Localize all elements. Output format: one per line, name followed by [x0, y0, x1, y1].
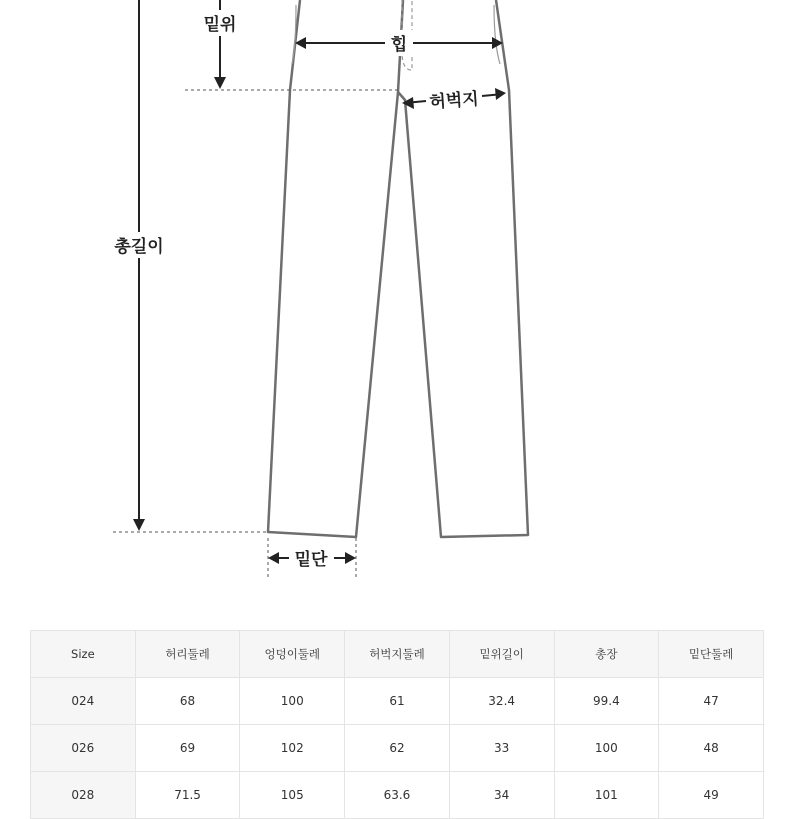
rise-label: 밑위 [203, 15, 237, 35]
header-total-length: 총장 [554, 631, 659, 678]
table-row [31, 725, 764, 772]
size-cell: 028 [31, 772, 136, 819]
size-table-header [31, 631, 764, 678]
hem-arrow-head-right [345, 552, 356, 564]
left-leg-outline [268, 0, 403, 537]
table-cell: 63.6 [345, 772, 450, 819]
table-cell: 69 [135, 725, 240, 772]
header-size: Size [31, 631, 136, 678]
size-table [30, 630, 764, 819]
hem-label: 밑단 [294, 550, 328, 570]
table-cell: 68 [135, 678, 240, 725]
table-cell: 48 [659, 725, 764, 772]
header-rise: 밑위길이 [449, 631, 554, 678]
label-backgrounds [115, 10, 413, 258]
table-cell: 100 [240, 678, 345, 725]
thigh-arrow-head-right [495, 88, 506, 100]
table-cell: 102 [240, 725, 345, 772]
header-hip: 엉덩이둘레 [240, 631, 345, 678]
header-row [31, 631, 764, 678]
table-cell: 47 [659, 678, 764, 725]
table-cell: 49 [659, 772, 764, 819]
right-leg-outline [398, 0, 528, 537]
dimension-arrows [133, 0, 506, 564]
size-cell: 024 [31, 678, 136, 725]
table-cell: 105 [240, 772, 345, 819]
hip-label: 힙 [390, 35, 408, 55]
table-cell: 100 [554, 725, 659, 772]
table-cell: 61 [345, 678, 450, 725]
guide-lines [113, 90, 398, 578]
table-cell: 62 [345, 725, 450, 772]
rise-arrow-head [214, 77, 226, 89]
table-row [31, 772, 764, 819]
thigh-label: 허벅지 [428, 89, 480, 113]
header-waist: 허리둘레 [135, 631, 240, 678]
total-length-arrow-head [133, 519, 145, 531]
total-length-label: 총길이 [114, 237, 164, 257]
table-row [31, 678, 764, 725]
pants-outline [268, 0, 528, 537]
table-cell: 71.5 [135, 772, 240, 819]
table-cell: 34 [449, 772, 554, 819]
table-cell: 99.4 [554, 678, 659, 725]
table-cell: 33 [449, 725, 554, 772]
size-cell: 026 [31, 725, 136, 772]
size-table-body [31, 678, 764, 819]
table-cell: 32.4 [449, 678, 554, 725]
table-cell: 101 [554, 772, 659, 819]
hem-arrow-head-left [268, 552, 279, 564]
header-thigh: 허벅지둘레 [345, 631, 450, 678]
header-hem: 밑단둘레 [659, 631, 764, 678]
left-pocket-line [292, 5, 296, 64]
